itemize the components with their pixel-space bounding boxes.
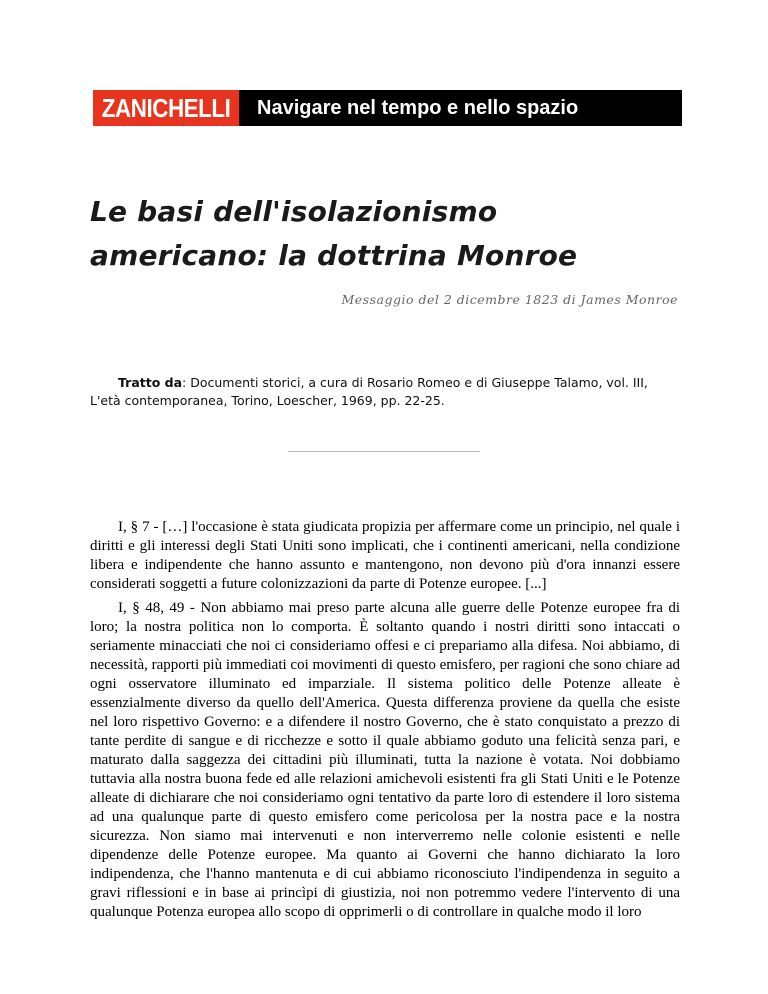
title-line-1: Le basi dell'isolazionismo (90, 195, 498, 228)
document-body (90, 518, 680, 927)
document-subtitle: Messaggio del 2 dicembre 1823 di James Monroe (341, 292, 678, 307)
section-divider (288, 451, 480, 452)
source-citation (90, 374, 680, 410)
header-tagline: Navigare nel tempo e nello spazio (257, 96, 579, 119)
source-text: : Documenti storici, a cura di Rosario Romeo e di Giuseppe Talamo, vol. III, L'età contemporanea, Torino, Loescher, 1969, pp. 22-25. (90, 375, 648, 408)
page-title (90, 190, 690, 278)
source-label: Tratto da (118, 375, 183, 390)
body-paragraph-1: I, § 7 - […] l'occasione è stata giudicata propizia per affermare come un principio, nel quale i diritti e gli interessi degli Stati Uniti sono implicati, che i continenti americani, nella condizione libera e indipendente che hanno assunto e mantengono, non devono più d'ora innanzi essere considerati soggetti a future colonizzazioni da parte di Potenze europee. [...] (90, 519, 680, 592)
title-line-2: americano: la dottrina Monroe (90, 239, 578, 272)
body-paragraph-2: I, § 48, 49 - Non abbiamo mai preso parte alcuna alle guerre delle Potenze europee fra di loro; la nostra politica non lo comporta. È soltanto quando i nostri diritti sono intaccati o seriamente minacciati che noi ci consideriamo offesi e ci prepariamo alla difesa. Noi abbiamo, di necessità, rapporti più immediati coi movimenti di questo emisfero, per ragioni che sono chiare ad ogni osservatore illuminato ed imparziale. Il sistema politico delle Potenze alleate è essenzialmente diverso da quello dell'America. Questa differenza proviene da quella che esiste nel loro rispettivo Governo: e a difendere il nostro Governo, che è stato conquistato a prezzo di tante perdite di sangue e di ricchezze e sotto il quale abbiamo goduto una felicità senza pari, e maturato dalla saggezza dei cittadini più illuminati, tutta la nazione è votata. Noi dobbiamo tuttavia alla nostra buona fede ed alle relazioni amichevoli esistenti fra gli Stati Uniti e le Potenze alleate di dichiarare che noi consideriamo ogni tentativo da parte loro di estendere il loro sistema ad una qualunque parte di questo emisfero come pericolosa per la nostra pace e la nostra sicurezza. Non siamo mai intervenuti e non interverremo nelle colonie esistenti e nelle dipendenze delle Potenze europee. Ma quanto ai Governi che hanno dichiarato la loro indipendenza, che l'hanno mantenuta e di cui abbiamo riconosciuto l'indipendenza in seguito a gravi riflessioni e in base ai princìpi di giustizia, noi non potremmo vedere l'intervento di una qualunque Potenza europea allo scopo di opprimerli o di controllare in qualche modo il loro (90, 600, 680, 920)
header-banner (93, 90, 682, 126)
brand-logo: ZANICHELLI (93, 90, 239, 126)
